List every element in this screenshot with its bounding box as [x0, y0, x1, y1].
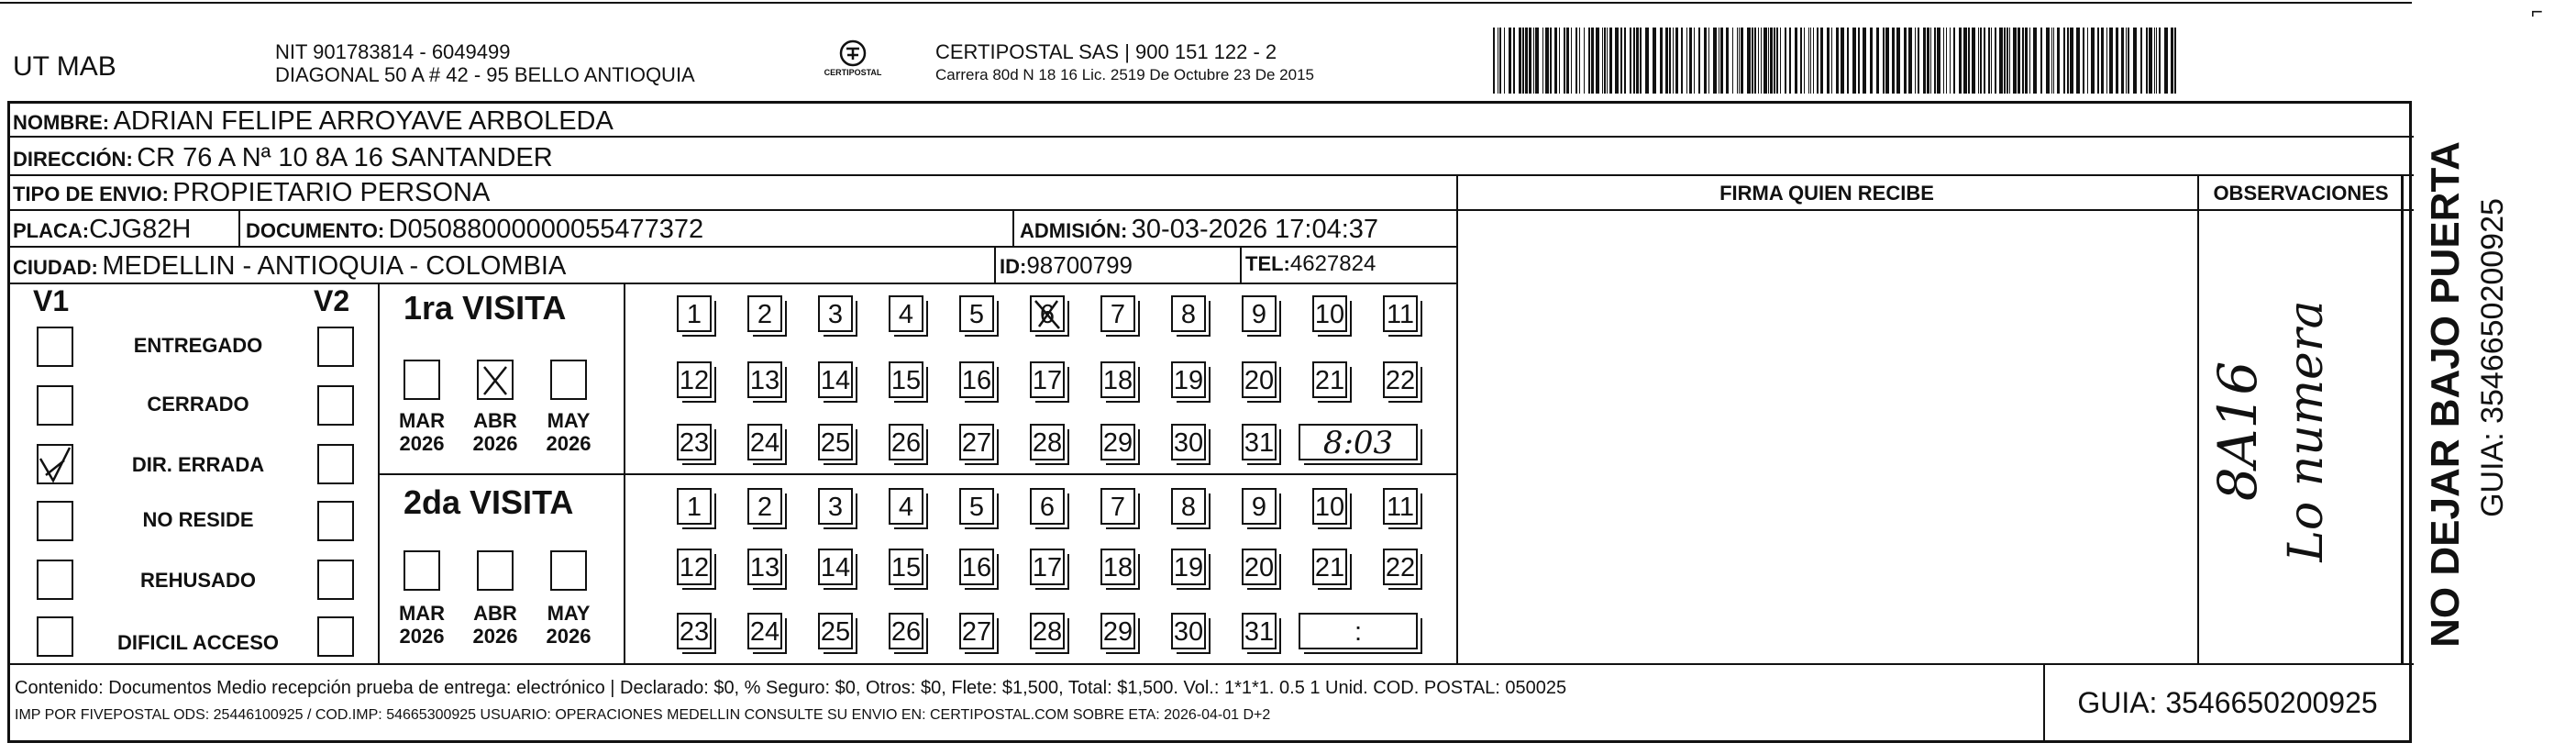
visit1-day-5[interactable]: [959, 295, 994, 332]
visit2-day-26[interactable]: [889, 613, 923, 649]
day-number: 10: [1314, 300, 1345, 329]
visit2-day-18[interactable]: [1100, 549, 1135, 585]
day-number: 2: [757, 300, 773, 329]
tipo-value: PROPIETARIO PERSONA: [172, 178, 491, 207]
observacion-handwritten-2: Lo numera: [2279, 300, 2334, 562]
visit2-month-may-label: MAY 2026: [546, 602, 591, 649]
day-number: 9: [1251, 300, 1267, 329]
day-number: 11: [1386, 493, 1415, 522]
check-mark-icon: [37, 444, 73, 484]
day-number: 26: [890, 428, 922, 458]
v1-checkbox-entregado[interactable]: [37, 327, 73, 367]
visit1-day-26[interactable]: [889, 424, 923, 460]
day-number: 1: [686, 300, 702, 329]
placa-value: CJG82H: [89, 215, 192, 244]
sender-name: UT MAB: [13, 51, 116, 82]
visit1-day-7[interactable]: [1100, 295, 1135, 332]
v2-checkbox-cerrado[interactable]: [317, 385, 354, 426]
tel-label: TEL:: [1245, 252, 1290, 275]
admision-field: [1020, 216, 1378, 243]
visit2-day-1[interactable]: [677, 488, 712, 525]
visit1-time: 8:03: [1322, 425, 1394, 461]
day-number: 5: [968, 300, 985, 329]
visit1-day-9[interactable]: [1242, 295, 1277, 332]
day-number: 24: [749, 428, 780, 458]
side-warning: NO DEJAR BAJO PUERTA: [2423, 141, 2468, 648]
direccion-value: CR 76 A Nª 10 8A 16 SANTANDER: [137, 143, 553, 172]
ciudad-value: MEDELLIN - ANTIOQUIA - COLOMBIA: [102, 251, 567, 281]
visit2-day-27[interactable]: [959, 613, 994, 649]
day-number: 20: [1244, 553, 1275, 582]
v2-checkbox-entregado[interactable]: [317, 327, 354, 367]
direccion-label: DIRECCIÓN:: [13, 148, 133, 171]
day-number: 4: [898, 493, 914, 522]
v1-checkbox-no-reside[interactable]: [37, 501, 73, 541]
day-number: 31: [1244, 617, 1275, 647]
visit2-day-16[interactable]: [959, 549, 994, 585]
visit1-day-12[interactable]: [677, 361, 712, 398]
day-number: 16: [961, 366, 992, 395]
day-number: 29: [1102, 617, 1133, 647]
footer-contenido: Contenido: Documentos Medio recepción prueba de entrega: electrónico | Declarado: $0, % Seguro: $0, Otros: $0, Flete: $1,500, Total: $1,500. Vol.: 1*1*1. 0.5 1 Unid. COD. POSTAL: 050025: [15, 678, 1567, 698]
visit2-day-12[interactable]: [677, 549, 712, 585]
day-number: 15: [890, 366, 922, 395]
visit1-day-6[interactable]: [1030, 295, 1065, 332]
visit1-day-15[interactable]: [889, 361, 923, 398]
visit1-month-mar-label: MAR 2026: [398, 409, 446, 456]
visit1-day-27[interactable]: [959, 424, 994, 460]
visit1-day-2[interactable]: [747, 295, 782, 332]
visit2-day-17[interactable]: [1030, 549, 1065, 585]
day-number: 27: [961, 428, 992, 458]
day-number: 17: [1032, 366, 1063, 395]
nombre-value: ADRIAN FELIPE ARROYAVE ARBOLEDA: [113, 106, 614, 136]
row-line-3: [9, 209, 2414, 211]
company-license: Carrera 80d N 18 16 Lic. 2519 De Octubre 23 De 2015: [935, 66, 1314, 83]
footer-line: [9, 663, 2414, 665]
divider-observaciones: [2197, 174, 2199, 663]
visit2-day-22[interactable]: [1383, 549, 1418, 585]
v2-checkbox-rehusado[interactable]: [317, 560, 354, 600]
visit2-day-29[interactable]: [1100, 613, 1135, 649]
day-number: 23: [679, 617, 710, 647]
day-number: 25: [820, 428, 851, 458]
v1-checkbox-rehusado[interactable]: [37, 560, 73, 600]
tipo-field: [13, 180, 490, 206]
certipostal-logo: [816, 39, 890, 89]
day-number: 19: [1173, 366, 1204, 395]
day-number: 12: [679, 366, 710, 395]
day-number: 31: [1244, 428, 1275, 458]
day-number: 6: [1039, 300, 1056, 329]
day-number: 28: [1032, 428, 1063, 458]
day-number: 18: [1102, 553, 1133, 582]
logo-text: CERTIPOSTAL: [824, 68, 882, 77]
v2-checkbox-dir-errada[interactable]: [317, 444, 354, 484]
visit2-month-abr[interactable]: [477, 550, 514, 591]
barcode: [1493, 28, 2179, 94]
visit2-day-11[interactable]: [1383, 488, 1418, 525]
divider-id: [994, 246, 996, 283]
day-number: 26: [890, 617, 922, 647]
visit1-month-abr-label: ABR 2026: [472, 409, 518, 456]
firma-header: FIRMA QUIEN RECIBE: [1719, 182, 1934, 205]
day-number: 25: [820, 617, 851, 647]
visit2-day-6[interactable]: [1030, 488, 1065, 525]
visit2-day-8[interactable]: [1171, 488, 1206, 525]
ciudad-label: CIUDAD:: [13, 256, 98, 279]
day-number: 14: [820, 553, 851, 582]
visit2-day-14[interactable]: [818, 549, 853, 585]
visit2-day-2[interactable]: [747, 488, 782, 525]
nombre-field: [13, 108, 614, 135]
documento-field: [246, 216, 703, 243]
day-number: 24: [749, 617, 780, 647]
v2-label: V2: [314, 284, 350, 317]
day-number: 28: [1032, 617, 1063, 647]
day-number: 5: [968, 493, 985, 522]
day-number: 8: [1180, 300, 1197, 329]
day-number: 22: [1385, 366, 1416, 395]
visit2-day-9[interactable]: [1242, 488, 1277, 525]
visit1-day-16[interactable]: [959, 361, 994, 398]
visit2-day-28[interactable]: [1030, 613, 1065, 649]
day-number: 19: [1173, 553, 1204, 582]
visit2-day-31[interactable]: [1242, 613, 1277, 649]
visit1-day-25[interactable]: [818, 424, 853, 460]
id-field: [1000, 253, 1133, 277]
visit2-day-7[interactable]: [1100, 488, 1135, 525]
tipo-label: TIPO DE ENVIO:: [13, 183, 169, 205]
day-number: 22: [1385, 553, 1416, 582]
divider-firma: [1456, 174, 1458, 663]
visit2-month-abr-label: ABR 2026: [472, 602, 518, 649]
v1-checkbox-cerrado[interactable]: [37, 385, 73, 426]
footer-imp: IMP POR FIVEPOSTAL ODS: 25446100925 / COD.IMP: 54665300925 USUARIO: OPERACIONES MEDELLIN CONSULTE SU ENVIO EN: CERTIPOSTAL.COM SOBRE ETA: 2026-04-01 D+2: [15, 707, 1271, 723]
visit2-day-19[interactable]: [1171, 549, 1206, 585]
visit2-month-may[interactable]: [550, 550, 587, 591]
visit1-day-28[interactable]: [1030, 424, 1065, 460]
day-number: 10: [1314, 493, 1345, 522]
visit2-day-4[interactable]: [889, 488, 923, 525]
day-number: 29: [1102, 428, 1133, 458]
day-number: 30: [1173, 428, 1204, 458]
option-entregado: ENTREGADO: [133, 334, 263, 357]
day-number: 27: [961, 617, 992, 647]
day-number: 14: [820, 366, 851, 395]
day-number: 13: [749, 553, 780, 582]
day-number: 7: [1110, 493, 1126, 522]
visit1-day-31[interactable]: [1242, 424, 1277, 460]
visit1-day-18[interactable]: [1100, 361, 1135, 398]
observacion-handwritten-1: 8A16: [2206, 360, 2269, 502]
visit2-day-30[interactable]: [1171, 613, 1206, 649]
direccion-field: [13, 145, 553, 172]
day-number: 4: [898, 300, 914, 329]
visit2-day-10[interactable]: [1312, 488, 1347, 525]
row-line-2: [9, 174, 2414, 176]
tel-value: 4627824: [1289, 251, 1376, 276]
visit1-day-3[interactable]: [818, 295, 853, 332]
ciudad-field: [13, 253, 566, 280]
visit2-day-25[interactable]: [818, 613, 853, 649]
visit1-day-10[interactable]: [1312, 295, 1347, 332]
option-dir-errada: DIR. ERRADA: [131, 453, 265, 476]
visit1-day-22[interactable]: [1383, 361, 1418, 398]
v2-checkbox-no-reside[interactable]: [317, 501, 354, 541]
visit1-title: 1ra VISITA: [404, 289, 567, 327]
visit2-day-23[interactable]: [677, 613, 712, 649]
nombre-label: NOMBRE:: [13, 111, 110, 134]
admision-label: ADMISIÓN:: [1020, 219, 1128, 242]
documento-value: D05088000000055477372: [388, 215, 704, 244]
day-number: 13: [749, 366, 780, 395]
day-number: 18: [1102, 366, 1133, 395]
divider-admision: [1012, 209, 1014, 246]
visit1-time-box[interactable]: [1299, 424, 1418, 460]
day-number: 20: [1244, 366, 1275, 395]
visit1-day-8[interactable]: [1171, 295, 1206, 332]
visit1-day-11[interactable]: [1383, 295, 1418, 332]
day-number: 9: [1251, 493, 1267, 522]
top-edge-line: [0, 2, 2412, 4]
day-number: 21: [1314, 366, 1345, 395]
visit2-time: :: [1354, 617, 1363, 647]
visit1-day-19[interactable]: [1171, 361, 1206, 398]
footer-guia: GUIA: 3546650200925: [2077, 686, 2378, 719]
visit1-day-30[interactable]: [1171, 424, 1206, 460]
day-number: 16: [961, 553, 992, 582]
visit1-day-17[interactable]: [1030, 361, 1065, 398]
visit1-month-may[interactable]: [550, 360, 587, 400]
visit1-day-23[interactable]: [677, 424, 712, 460]
visit2-day-24[interactable]: [747, 613, 782, 649]
company-name: CERTIPOSTAL SAS | 900 151 122 - 2: [935, 40, 1277, 63]
visit2-day-5[interactable]: [959, 488, 994, 525]
observaciones-header: OBSERVACIONES: [2213, 182, 2389, 205]
x-mark-icon: [477, 360, 514, 400]
documento-label: DOCUMENTO:: [246, 219, 385, 242]
row-line-5: [9, 283, 1456, 284]
placa-label: PLACA:: [13, 219, 90, 242]
option-cerrado: CERRADO: [147, 393, 249, 416]
sender-nit: NIT 901783814 - 6049499: [275, 40, 511, 63]
row-line-1: [9, 136, 2414, 138]
day-number: 1: [686, 493, 702, 522]
day-number: 3: [827, 300, 844, 329]
visit1-day-29[interactable]: [1100, 424, 1135, 460]
visit2-time-box[interactable]: [1299, 613, 1418, 649]
day-number: 30: [1173, 617, 1204, 647]
tel-field: [1245, 253, 1376, 275]
visit2-day-3[interactable]: [818, 488, 853, 525]
day-number: 3: [827, 493, 844, 522]
option-dificil-acceso: DIFICIL ACCESO: [116, 631, 279, 654]
visit2-day-13[interactable]: [747, 549, 782, 585]
day-number: 11: [1386, 300, 1415, 329]
v1-checkbox-dificil-acceso[interactable]: [37, 616, 73, 657]
visit1-day-14[interactable]: [818, 361, 853, 398]
visit1-month-abr[interactable]: [477, 360, 514, 400]
visit1-day-20[interactable]: [1242, 361, 1277, 398]
divider-visit2: [378, 473, 1456, 475]
day-number: 15: [890, 553, 922, 582]
v2-checkbox-dificil-acceso[interactable]: [317, 616, 354, 657]
corner-mark: ⌐: [2531, 0, 2543, 23]
visit1-month-may-label: MAY 2026: [546, 409, 591, 456]
visit2-month-mar-label: MAR 2026: [398, 602, 446, 649]
day-number: 23: [679, 428, 710, 458]
day-number: 8: [1180, 493, 1197, 522]
divider-tel: [1240, 246, 1242, 283]
day-number: 7: [1110, 300, 1126, 329]
visit1-day-13[interactable]: [747, 361, 782, 398]
visit1-month-mar[interactable]: [404, 360, 440, 400]
day-number: 2: [757, 493, 773, 522]
visit2-day-15[interactable]: [889, 549, 923, 585]
divider-placa: [238, 209, 240, 246]
visit2-day-21[interactable]: [1312, 549, 1347, 585]
divider-right: [2401, 174, 2404, 663]
id-label: ID:: [1000, 255, 1027, 278]
visit1-day-4[interactable]: [889, 295, 923, 332]
day-number: 12: [679, 553, 710, 582]
side-guia: GUIA: 3546650200925: [2475, 198, 2510, 517]
visit1-day-24[interactable]: [747, 424, 782, 460]
visit1-day-21[interactable]: [1312, 361, 1347, 398]
v1-label: V1: [33, 284, 70, 317]
visit2-month-mar[interactable]: [404, 550, 440, 591]
visit2-title: 2da VISITA: [404, 483, 574, 521]
admision-value: 30-03-2026 17:04:37: [1131, 215, 1379, 244]
day-number: 6: [1039, 493, 1056, 522]
option-rehusado: REHUSADO: [140, 569, 256, 592]
sender-address: DIAGONAL 50 A # 42 - 95 BELLO ANTIOQUIA: [275, 63, 695, 86]
id-value: 98700799: [1026, 251, 1133, 279]
day-number: 17: [1032, 553, 1063, 582]
visit2-day-20[interactable]: [1242, 549, 1277, 585]
v1-checkbox-dir-errada[interactable]: [37, 444, 73, 484]
x-mark-icon: [1030, 295, 1065, 332]
visit1-day-1[interactable]: [677, 295, 712, 332]
option-no-reside: NO RESIDE: [142, 508, 254, 531]
placa-field: [13, 216, 191, 243]
day-number: 21: [1314, 553, 1345, 582]
